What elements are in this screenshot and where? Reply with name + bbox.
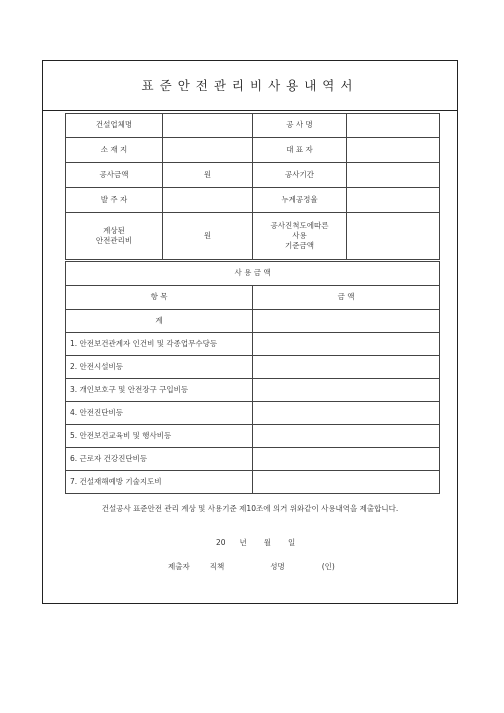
title-divider (43, 110, 457, 111)
company-name-label: 건설업체명 (66, 114, 163, 138)
usage-column-header-row (66, 286, 440, 310)
representative-field[interactable] (347, 138, 440, 163)
seal-label: (인) (321, 562, 335, 571)
position-label: 직책 (209, 562, 225, 571)
project-name-field[interactable] (347, 114, 440, 138)
usage-item-label: 6. 근로자 건강진단비등 (66, 448, 253, 471)
standard-amount-label-line: 공사진척도에따른 (270, 220, 329, 230)
form-frame (42, 60, 458, 604)
name-label: 성명 (270, 562, 285, 571)
location-field[interactable] (163, 138, 253, 163)
info-row (66, 114, 440, 138)
safety-budget-label-line: 계상된 (103, 225, 125, 235)
info-row (66, 138, 440, 163)
usage-item-label: 2. 안전시설비등 (66, 356, 253, 379)
location-label: 소 재 지 (66, 138, 163, 163)
usage-item-label: 7. 건설재해예방 기술지도비 (66, 471, 253, 494)
info-row (66, 213, 440, 260)
table-row (66, 425, 440, 448)
safety-budget-label (66, 213, 163, 260)
project-period-field[interactable] (347, 163, 440, 188)
info-table (65, 113, 440, 260)
usage-section-header-row (66, 262, 440, 286)
amount-column-header: 금 액 (253, 286, 440, 310)
table-row (66, 333, 440, 356)
info-row (66, 163, 440, 188)
usage-item-amount-field[interactable] (253, 402, 440, 425)
total-amount-field[interactable] (253, 310, 440, 333)
usage-item-amount-field[interactable] (253, 379, 440, 402)
day-label: 일 (288, 538, 296, 547)
year-label: 년 (239, 538, 247, 547)
month-label: 월 (263, 538, 272, 547)
info-row (66, 188, 440, 213)
usage-table (65, 261, 440, 494)
contract-amount-label: 공사금액 (66, 163, 163, 188)
table-row (66, 379, 440, 402)
total-row (66, 310, 440, 333)
client-field[interactable] (163, 188, 253, 213)
client-label: 발 주 자 (66, 188, 163, 213)
table-row (66, 402, 440, 425)
project-period-label: 공사기간 (253, 163, 347, 188)
usage-item-label: 3. 개인보호구 및 안전장구 구입비등 (66, 379, 253, 402)
usage-item-label: 1. 안전보건관계자 인건비 및 각종업무수당등 (66, 333, 253, 356)
project-name-label: 공 사 명 (253, 114, 347, 138)
representative-label: 대 표 자 (253, 138, 347, 163)
table-row (66, 448, 440, 471)
table-row (66, 471, 440, 494)
contract-amount-field[interactable]: 원 (163, 163, 253, 188)
date-line (216, 537, 295, 548)
signature-line (168, 561, 335, 572)
total-label: 계 (66, 310, 253, 333)
standard-amount-label-line: 기준금액 (285, 241, 314, 251)
usage-item-amount-field[interactable] (253, 471, 440, 494)
usage-item-label: 5. 안전보건교육비 및 행사비등 (66, 425, 253, 448)
form-title: 표준안전관리비사용내역서 (141, 78, 359, 93)
usage-item-amount-field[interactable] (253, 425, 440, 448)
standard-amount-label (253, 213, 347, 260)
usage-item-label: 4. 안전진단비등 (66, 402, 253, 425)
safety-budget-field[interactable]: 원 (163, 213, 253, 260)
table-row (66, 356, 440, 379)
year-prefix: 20 (216, 538, 226, 547)
progress-rate-label: 누계공정율 (253, 188, 347, 213)
item-column-header: 항 목 (66, 286, 253, 310)
company-name-field[interactable] (163, 114, 253, 138)
safety-budget-label-line: 안전관리비 (95, 236, 133, 245)
submitter-label: 제출자 (168, 562, 190, 571)
standard-amount-label-line: 사용 (292, 230, 307, 240)
usage-section-header: 사 용 금 액 (66, 262, 440, 286)
progress-rate-field[interactable] (347, 188, 440, 213)
usage-item-amount-field[interactable] (253, 333, 440, 356)
standard-amount-field[interactable] (347, 213, 440, 260)
declaration-text: 건설공사 표준안전 관리 계상 및 사용기준 제10조에 의거 위와같이 사용내역을 제출합니다. (101, 504, 399, 513)
usage-item-amount-field[interactable] (253, 448, 440, 471)
usage-item-amount-field[interactable] (253, 356, 440, 379)
